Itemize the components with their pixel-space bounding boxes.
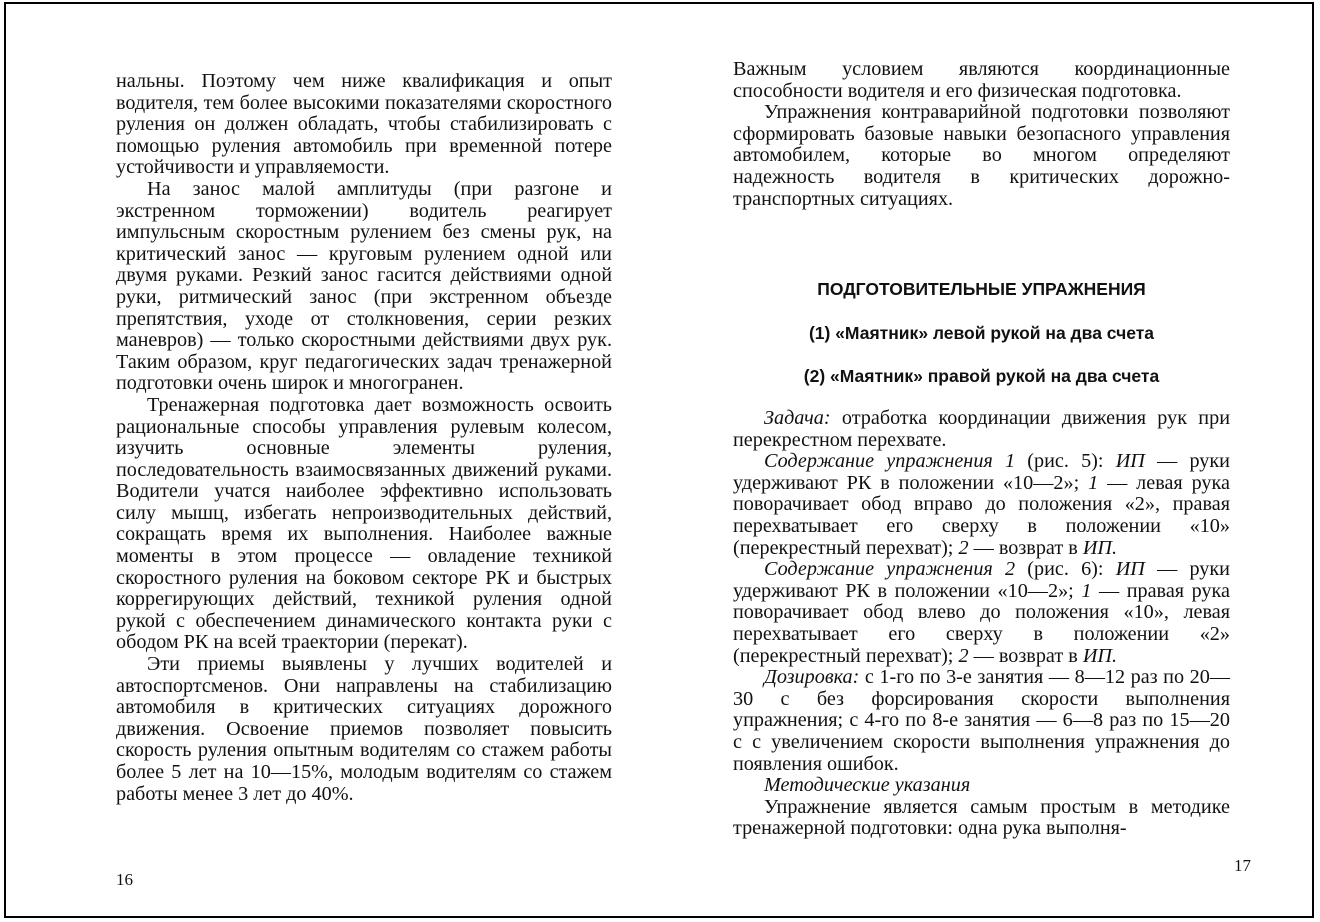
exercise-title-2: (2) «Маятник» правой рукой на два счета: [803, 366, 1160, 386]
right-page: [656, 4, 1312, 916]
start-position-abbr: ИП.: [1082, 644, 1118, 667]
start-position-abbr: ИП.: [1082, 536, 1118, 559]
methodical-paragraph: Упражнение является самым простым в методике тренажерной подготовки: одна рука выполня-: [733, 795, 1230, 840]
page-number: 16: [116, 870, 133, 889]
step-text: — возврат в: [968, 644, 1083, 667]
exercise-title-1: (1) «Маятник» левой рукой на два счета: [808, 323, 1155, 343]
step-number: 1: [1081, 579, 1092, 602]
step-number: 2: [958, 536, 969, 559]
methodical-heading: [733, 775, 1230, 797]
book-spread: [4, 2, 1314, 918]
task-text: отработка координации движения рук при перекрестном перехвате.: [733, 407, 1230, 451]
page-number: 17: [1234, 856, 1251, 875]
figure-reference: (рис. 6):: [1015, 558, 1116, 581]
exercise-description: [733, 408, 1230, 840]
content-1-label: Содержание упражнения 1: [764, 450, 1016, 473]
step-text: — левая рука поворачивает обод вправо до положения «2», правая перехватывает его сверху в положении «10» (перекрестный перехват);: [733, 471, 1230, 559]
left-page-text: [116, 71, 612, 805]
content-1-paragraph: [733, 451, 1230, 559]
paragraph: Эти приемы выявлены у лучших водителей и автоспортсменов. Они направлены на стабилизацию автомобиля в критических ситуациях дорожного движения. Освоение приемов позволяет повысить скорость руления опытным водителям со стажем работы более 5 лет на 10—15%, молодым водителям со стажем работы менее 3 лет до 40%.: [116, 653, 612, 805]
figure-reference: (рис. 5):: [1015, 450, 1116, 473]
dosage-label: Дозировка:: [764, 666, 860, 689]
step-number: 2: [958, 644, 969, 667]
content-2-paragraph: [733, 559, 1230, 667]
paragraph: Важным условием являются координационные способности водителя и его физическая подготовка.: [733, 58, 1230, 102]
start-position-abbr: ИП: [1115, 558, 1145, 581]
step-number: 1: [1088, 471, 1099, 494]
paragraph: Тренажерная подготовка дает возможность освоить рациональные способы управления рулевым колесом, изучить основные элементы руления, последовательность взаимосвязанных движений руками. Водители учатся наиболее эффективно использовать силу мышц, избегать непроизводительных действий, сокращать время их выполнения. Наиболее важные моменты в этом процессе — овладение техникой скоростного руления на боковом секторе РК и быстрых коррегирующих действий, техникой руления одной рукой с обеспечением динамического контакта руки с ободом РК на всей траектории (перекат).: [116, 393, 612, 654]
dosage-paragraph: [733, 667, 1230, 775]
task-paragraph: [733, 408, 1230, 451]
start-position-abbr: ИП: [1115, 450, 1145, 473]
paragraph: На занос малой амплитуды (при разгоне и экстренном торможении) водитель реагирует импульсным скоростным рулением без смены рук, на критический занос — круговым рулением одной или двумя руками. Резкий занос гасится действиями одной руки, ритмический занос (при экстренном объезде препятствия, уходе от столкновения, серии резких маневров) — только скоростными действиями двух рук. Таким образом, круг педагогических задач тренажерной подготовки очень широк и многогранен.: [116, 177, 612, 395]
dosage-text: с 1-го по 3-е занятия — 8—12 раз по 20—30 с без форсирования скорости выполнения упражнения; с 4-го по 8-е занятия — 6—8 раз по 15—20 с с увеличением скорости выполнения упражнения до появления ошибок.: [733, 666, 1230, 775]
paragraph: Упражнения контраварийной подготовки позволяют сформировать базовые навыки безопасного управления автомобилем, которые во многом определяют надежность водителя в критических дорожно-транспортных ситуациях.: [733, 101, 1230, 210]
right-page-intro: [733, 59, 1230, 210]
step-text: — руки удерживают РК в положении «10—2»;: [733, 558, 1230, 602]
left-page: [6, 4, 656, 916]
task-label: Задача:: [764, 407, 831, 429]
content-2-label: Содержание упражнения 2: [764, 558, 1016, 581]
section-heading: ПОДГОТОВИТЕЛЬНЫЕ УПРАЖНЕНИЯ: [817, 279, 1146, 299]
step-text: — возврат в: [968, 536, 1083, 559]
step-text: — правая рука поворачивает обод влево до положения «10», левая перехватывает его сверху в положении «2» (перекрестный перехват);: [733, 579, 1230, 667]
methodical-label: Методические указания: [764, 774, 971, 797]
step-text: — руки удерживают РК в положении «10—2»;: [733, 450, 1230, 494]
paragraph: нальны. Поэтому чем ниже квалификация и опыт водителя, тем более высокими показателями скоростного руления он должен обладать, чтобы стабилизировать с помощью руления автомобиль при временной потере устойчивости и управляемости.: [116, 70, 612, 179]
